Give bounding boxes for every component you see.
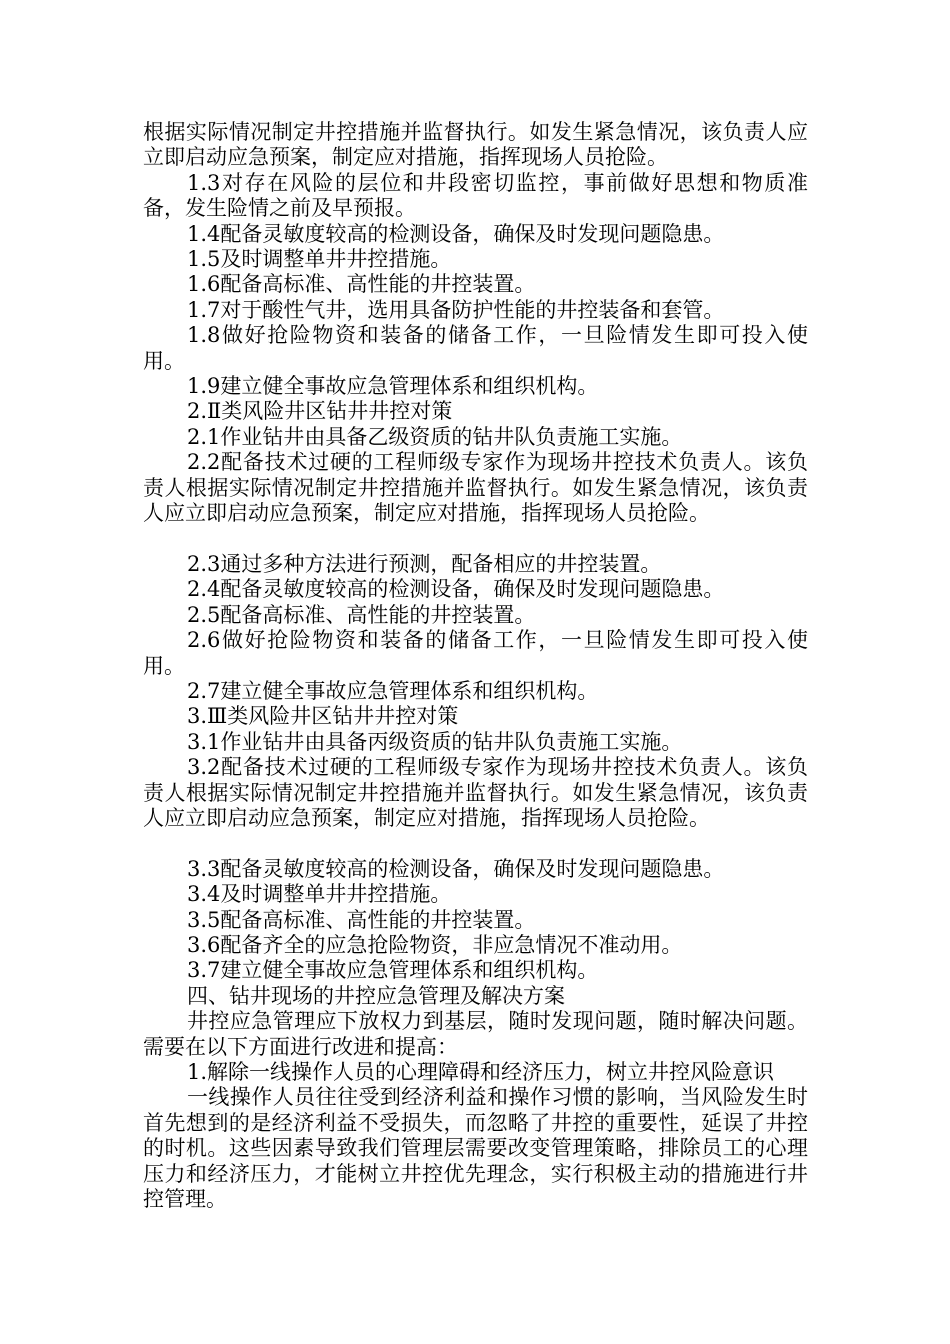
- paragraph: 2.4配备灵敏度较高的检测设备，确保及时发现问题隐患。: [187, 577, 725, 602]
- paragraph: 1.7对于酸性气井，选用具备防护性能的井控装备和套管。: [187, 297, 725, 322]
- paragraph: 2.7建立健全事故应急管理体系和组织机构。: [187, 678, 599, 703]
- paragraph-spacer: [143, 831, 808, 856]
- paragraph: 1.8做好抢险物资和装备的储备工作，一旦险情发生即可投入使用。: [143, 323, 808, 373]
- paragraph: 井控应急管理应下放权力到基层，随时发现问题，随时解决问题。需要在以下方面进行改进和提高：: [143, 1009, 808, 1059]
- paragraph: 3.Ⅲ类风险井区钻井井控对策: [187, 704, 459, 729]
- paragraph: 3.3配备灵敏度较高的检测设备，确保及时发现问题隐患。: [187, 856, 725, 881]
- paragraph: 2.2配备技术过硬的工程师级专家作为现场井控技术负责人。该负责人根据实际情况制定井控措施并监督执行。如发生紧急情况，该负责人应立即启动应急预案，制定应对措施，指挥现场人员抢险。: [143, 450, 808, 526]
- paragraph: 1.5及时调整单井井控措施。: [187, 247, 452, 272]
- paragraph: 2.6做好抢险物资和装备的储备工作，一旦险情发生即可投入使用。: [143, 628, 808, 678]
- paragraph: 2.3通过多种方法进行预测，配备相应的井控装置。: [187, 551, 662, 576]
- paragraph: 3.4及时调整单井井控措施。: [187, 882, 452, 907]
- paragraph: 3.1作业钻井由具备丙级资质的钻井队负责施工实施。: [187, 729, 683, 754]
- paragraph-spacer: [143, 527, 808, 552]
- paragraph: 2.Ⅱ类风险井区钻井井控对策: [187, 399, 453, 424]
- paragraph: 3.5配备高标准、高性能的井控装置。: [187, 907, 536, 932]
- paragraph: 3.7建立健全事故应急管理体系和组织机构。: [187, 958, 599, 983]
- paragraph: 1.4配备灵敏度较高的检测设备，确保及时发现问题隐患。: [187, 221, 725, 246]
- paragraph: 一线操作人员往往受到经济利益和操作习惯的影响，当风险发生时首先想到的是经济利益不受损失，而忽略了井控的重要性，延误了井控的时机。这些因素导致我们管理层需要改变管理策略，排除员工的心理压力和经济压力，才能树立井控优先理念，实行积极主动的措施进行井控管理。: [143, 1085, 808, 1212]
- paragraph: 3.6配备齐全的应急抢险物资，非应急情况不准动用。: [187, 932, 683, 957]
- paragraph: 3.2配备技术过硬的工程师级专家作为现场井控技术负责人。该负责人根据实际情况制定井控措施并监督执行。如发生紧急情况，该负责人应立即启动应急预案，制定应对措施，指挥现场人员抢险。: [143, 755, 808, 830]
- paragraph: 四、钻井现场的井控应急管理及解决方案: [187, 983, 565, 1008]
- paragraph: 2.5配备高标准、高性能的井控装置。: [187, 602, 536, 627]
- paragraph: 1.3对存在风险的层位和井段密切监控，事前做好思想和物质准备，发生险情之前及早预报。: [143, 170, 808, 221]
- paragraph: 2.1作业钻井由具备乙级资质的钻井队负责施工实施。: [187, 424, 683, 449]
- document-body: [143, 120, 808, 1212]
- paragraph: 根据实际情况制定井控措施并监督执行。如发生紧急情况，该负责人应立即启动应急预案，制定应对措施，指挥现场人员抢险。: [143, 120, 808, 170]
- paragraph: 1.解除一线操作人员的心理障碍和经济压力，树立井控风险意识: [187, 1060, 775, 1084]
- paragraph: 1.9建立健全事故应急管理体系和组织机构。: [187, 374, 599, 399]
- paragraph: 1.6配备高标准、高性能的井控装置。: [187, 272, 536, 297]
